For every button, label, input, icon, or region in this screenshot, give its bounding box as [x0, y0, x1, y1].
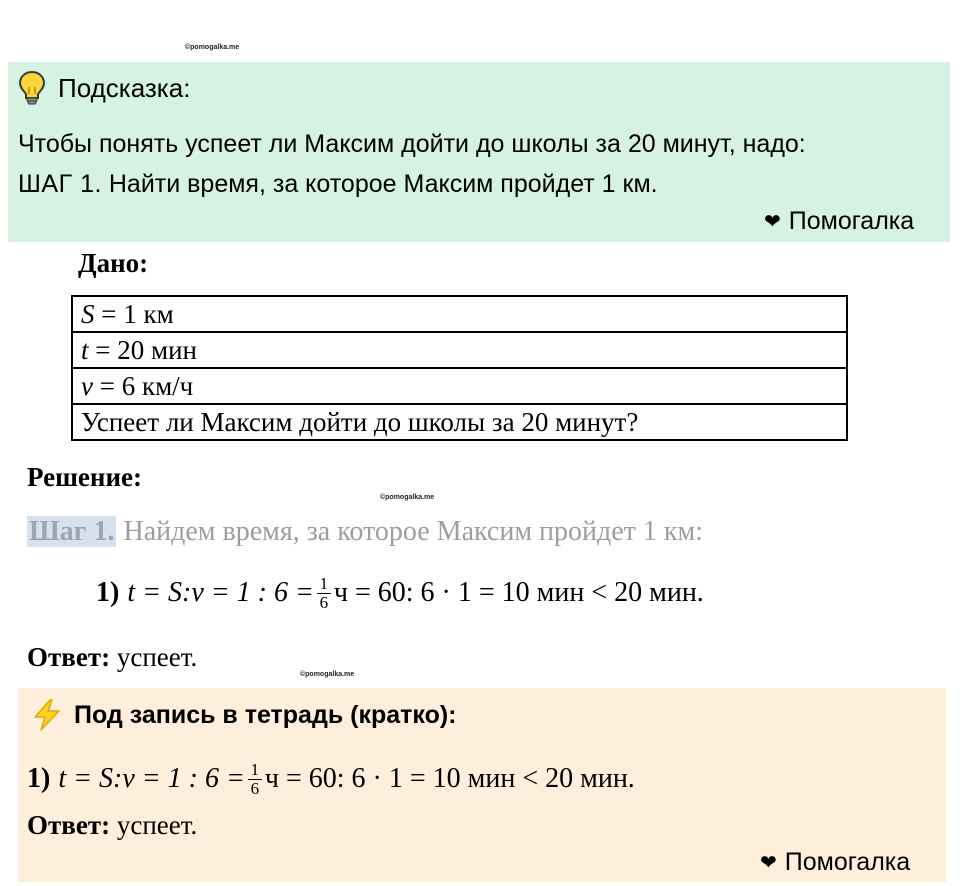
- given-var: t: [81, 335, 89, 365]
- formula-part1: t = S:v = 1 : 6 =: [127, 576, 314, 608]
- lightbulb-icon: [18, 70, 46, 106]
- table-row: [72, 332, 847, 368]
- brand-label: [764, 207, 914, 236]
- lightning-icon: [30, 698, 64, 732]
- hint-title: Подсказка:: [58, 72, 191, 103]
- hint-text: Чтобы понять успеет ли Максим дойти до школы за 20 минут, надо:: [18, 130, 806, 158]
- solution-step: [27, 516, 703, 548]
- brand-name: Помогалка: [784, 848, 911, 876]
- hint-step: [18, 170, 658, 199]
- solution-formula: [96, 574, 704, 611]
- fraction: [248, 761, 262, 798]
- answer-label: Ответ:: [27, 642, 111, 672]
- formula-part2: ч = 60: 6 · 1 = 10 мин < 20 мин.: [264, 762, 635, 794]
- answer-label: Ответ:: [27, 810, 111, 840]
- answer-text: успеет.: [110, 642, 198, 672]
- formula-number: 1): [96, 576, 120, 608]
- given-value: = 6 км/ч: [92, 371, 194, 401]
- notebook-header: [30, 698, 457, 732]
- table-row: [72, 296, 847, 332]
- notebook-formula: [27, 760, 635, 797]
- given-question: Успеет ли Максим дойти до школы за 20 минут?: [81, 407, 639, 437]
- formula-part1: t = S:v = 1 : 6 =: [58, 762, 245, 794]
- notebook-answer: [27, 810, 197, 841]
- table-row: [72, 404, 847, 440]
- solution-step-label: Шаг 1.: [29, 516, 115, 547]
- hint-header: [18, 70, 190, 106]
- formula-part2: ч = 60: 6 · 1 = 10 мин < 20 мин.: [333, 576, 704, 608]
- given-var: v: [81, 371, 93, 401]
- heart-icon: ❤: [764, 211, 781, 233]
- brand-name: Помогалка: [788, 207, 915, 235]
- fraction-numerator: 1: [250, 760, 260, 779]
- formula-number: 1): [27, 762, 51, 794]
- fraction-denominator: 6: [250, 779, 260, 798]
- watermark: ©pomogalka.me: [380, 494, 435, 501]
- hint-step-text: Найти время, за которое Максим пройдет 1 км.: [101, 170, 658, 198]
- answer-text: успеет.: [110, 810, 198, 840]
- given-title: Дано:: [78, 248, 149, 278]
- fraction-denominator: 6: [319, 593, 329, 612]
- answer: [27, 642, 197, 673]
- heart-icon: ❤: [760, 852, 777, 874]
- solution-step-text: Найдем время, за которое Максим пройдет 1 км:: [116, 516, 704, 547]
- notebook-title: Под запись в тетрадь (кратко):: [74, 700, 457, 729]
- hint-step-label: ШАГ 1.: [18, 170, 102, 198]
- given-value: = 1 км: [94, 299, 174, 329]
- brand-label: [760, 848, 910, 877]
- fraction: [317, 575, 331, 612]
- watermark: ©pomogalka.me: [185, 44, 240, 51]
- watermark: ©pomogalka.me: [300, 671, 355, 678]
- given-var: S: [81, 299, 95, 329]
- table-row: [72, 368, 847, 404]
- fraction-numerator: 1: [319, 574, 329, 593]
- given-value: = 20 мин: [88, 335, 197, 365]
- solution-title: Решение:: [27, 462, 142, 492]
- given-table: [71, 295, 848, 441]
